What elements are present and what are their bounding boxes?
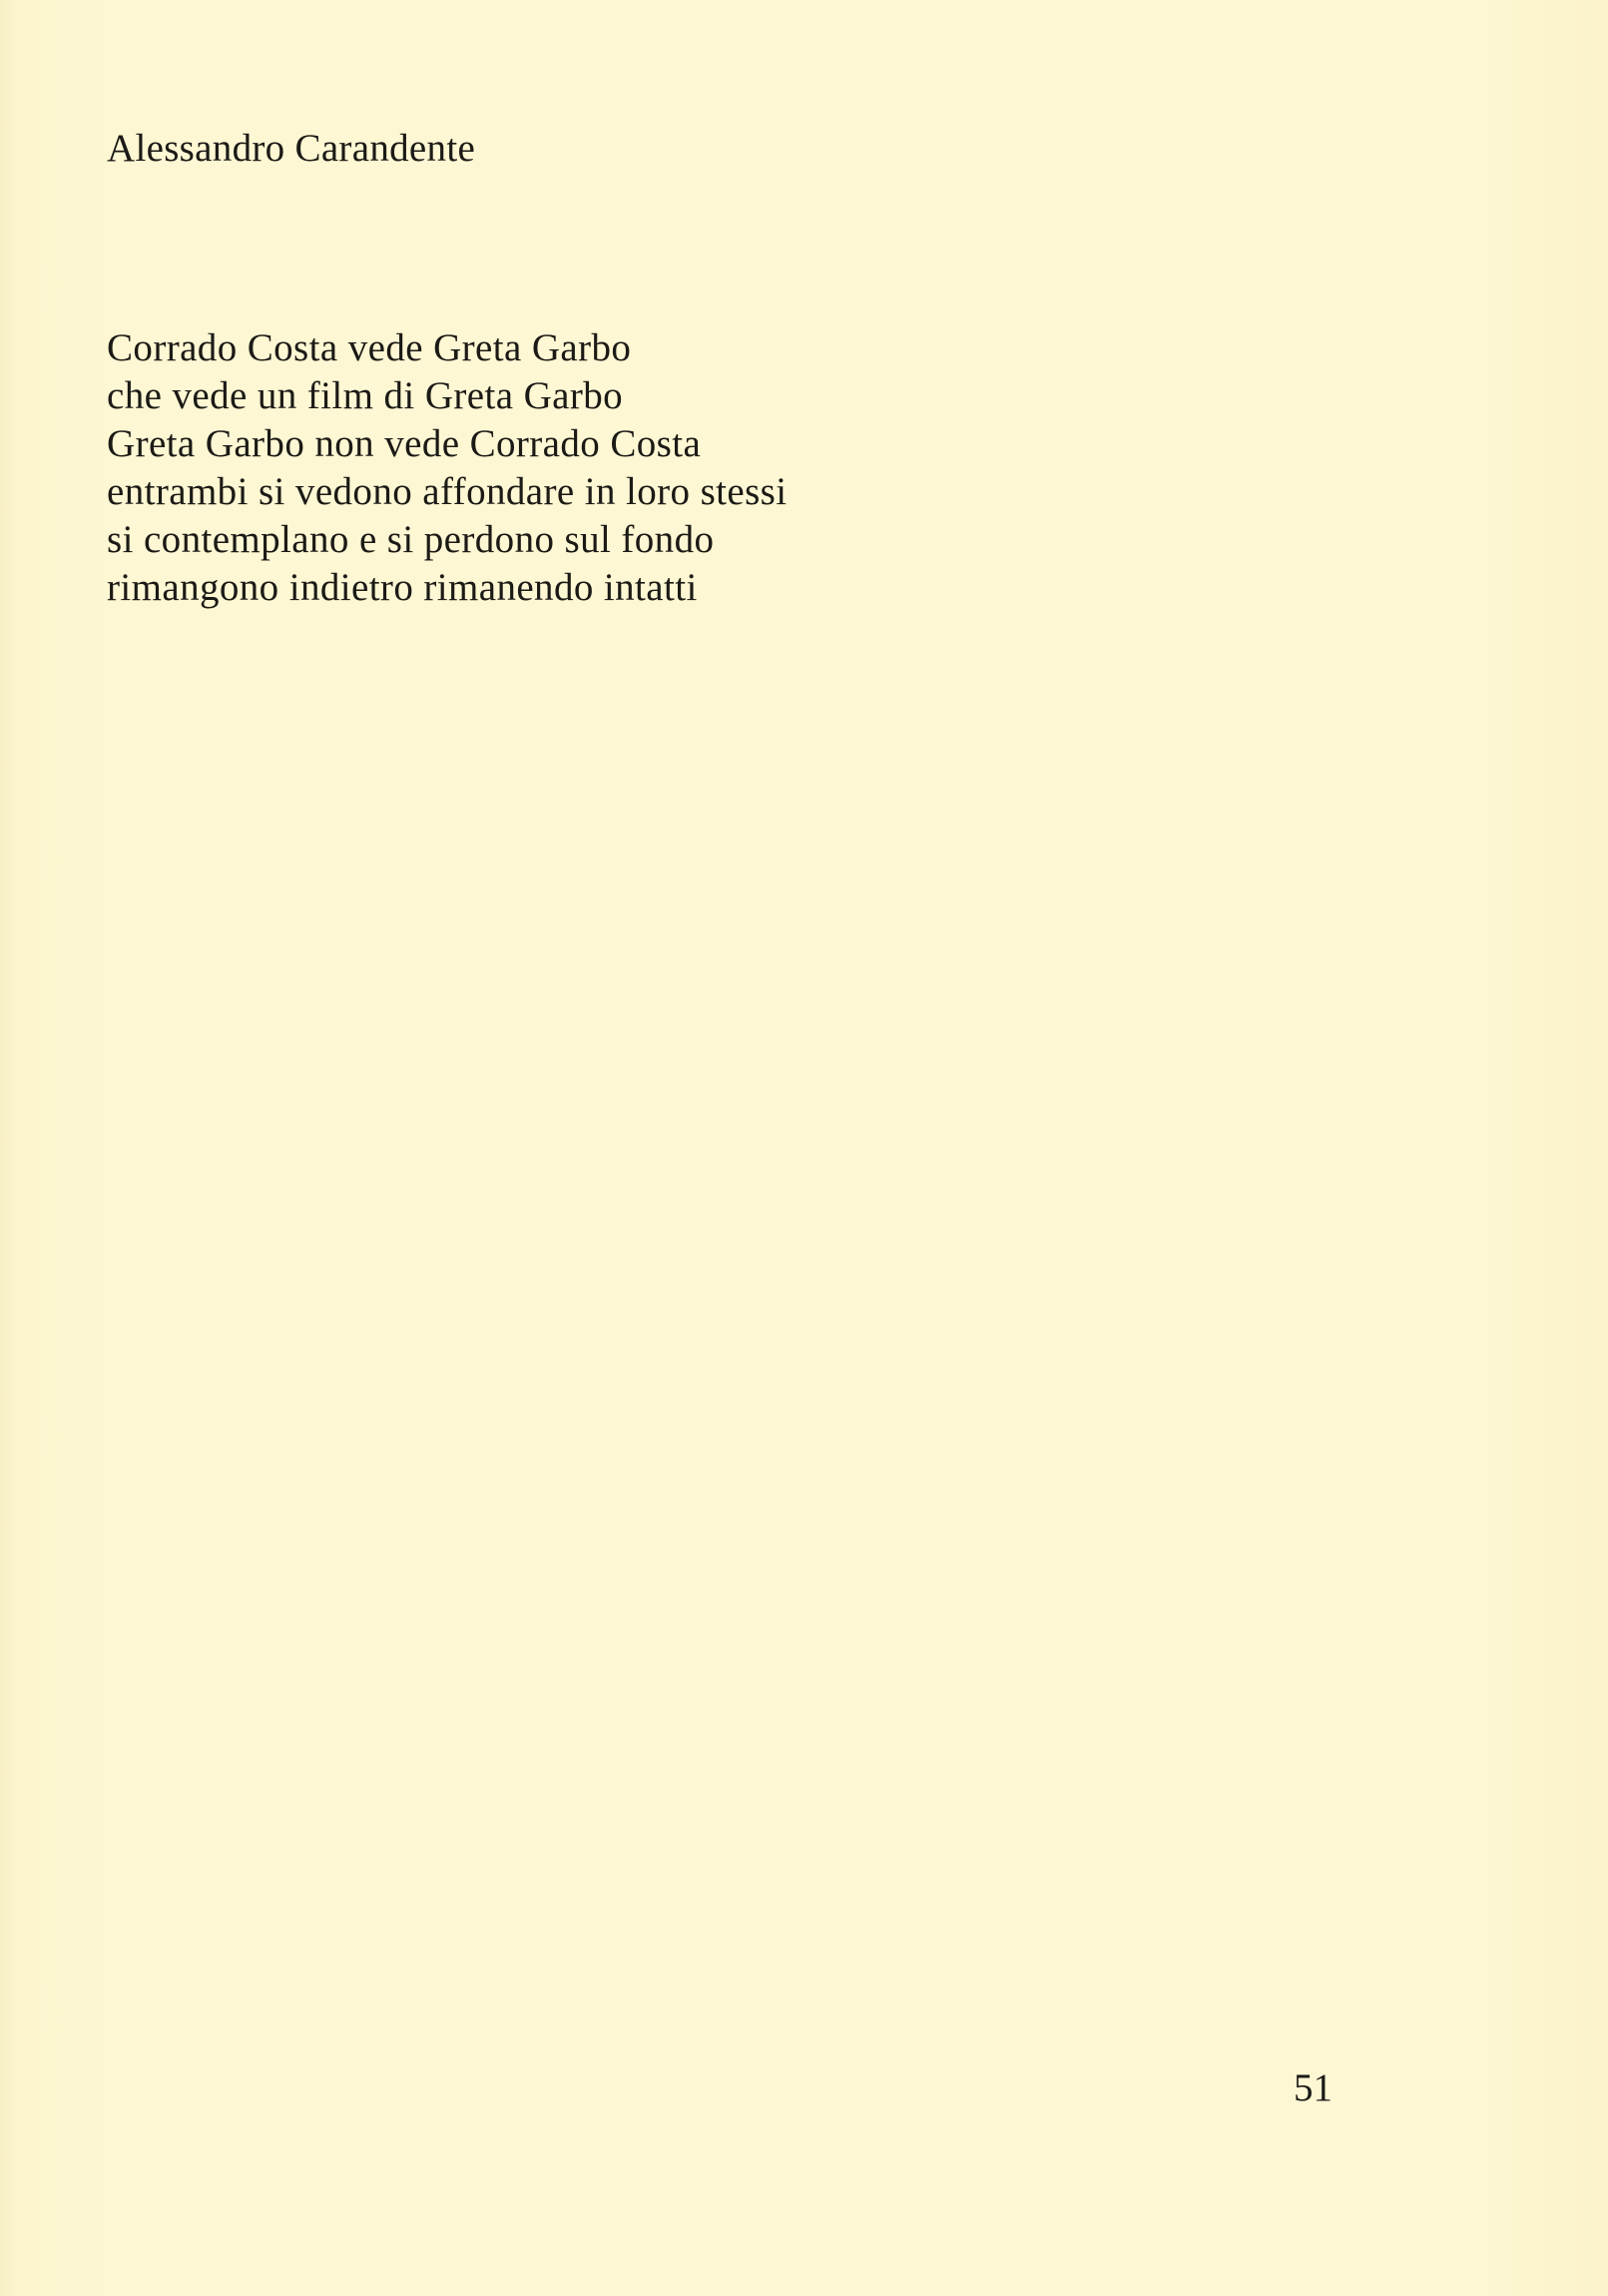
page-number: 51: [1294, 2066, 1333, 2109]
poem-line: Corrado Costa vede Greta Garbo: [107, 326, 632, 369]
poem-line: che vede un film di Greta Garbo: [107, 374, 624, 417]
poem-line: rimangono indietro rimanendo intatti: [107, 566, 698, 609]
author-name: Alessandro Carandente: [107, 127, 476, 170]
poem: [107, 324, 788, 612]
poem-line: entrambi si vedono affondare in loro stessi: [107, 470, 788, 513]
poem-line: si contemplano e si perdono sul fondo: [107, 518, 715, 561]
poem-line: Greta Garbo non vede Corrado Costa: [107, 422, 702, 465]
